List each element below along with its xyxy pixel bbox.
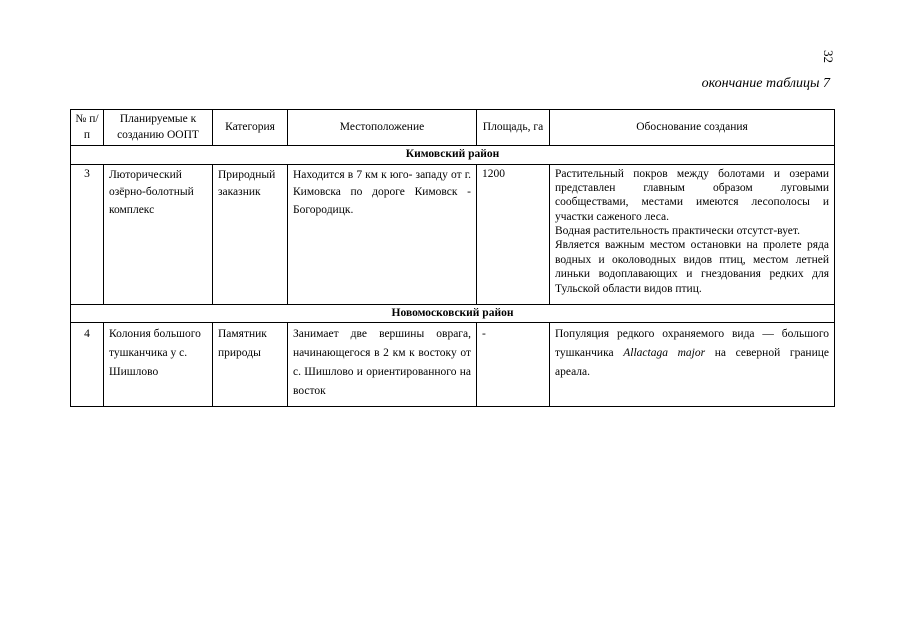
- table-row: [71, 323, 835, 407]
- row-category: Памятник природы: [213, 323, 288, 407]
- section-title: Новомосковский район: [71, 304, 835, 323]
- oopt-table: [70, 109, 835, 407]
- basis-text: на северной границе ареала.: [555, 347, 829, 378]
- row-basis: [550, 323, 835, 407]
- row-name: Колония большого тушканчика у с. Шишлово: [104, 323, 213, 407]
- header-row: [71, 110, 835, 146]
- header-name: Планируемые к созданию ООПТ: [104, 110, 213, 146]
- row-area: -: [477, 323, 550, 407]
- section-title: Кимовский район: [71, 146, 835, 165]
- table-row: [71, 164, 835, 304]
- page-number: 32: [821, 50, 836, 63]
- header-category: Категория: [213, 110, 288, 146]
- header-location: Местоположение: [288, 110, 477, 146]
- header-basis: Обоснование создания: [550, 110, 835, 146]
- row-basis: [550, 164, 835, 304]
- table-caption: окончание таблицы 7: [701, 76, 830, 91]
- header-num: № п/п: [71, 110, 104, 146]
- species-latin-name: Allactaga major: [623, 347, 706, 359]
- row-name: Люторический озёрно-болотный комплекс: [104, 164, 213, 304]
- row-category: Природный заказник: [213, 164, 288, 304]
- basis-paragraph: Растительный покров между болотами и озерами представлен главным образом луговыми сообществами, местами имеются лесополосы и участки саженого леса.: [555, 167, 829, 223]
- header-area: Площадь, га: [477, 110, 550, 146]
- section-row: [71, 304, 835, 323]
- row-num: 4: [71, 323, 104, 407]
- row-location: Находится в 7 км к юго- западу от г. Кимовска по дороге Кимовск - Богородицк.: [288, 164, 477, 304]
- basis-paragraph: Водная растительность практически отсутст-вует.: [555, 225, 800, 238]
- row-location: Занимает две вершины оврага, начинающегося в 2 км к востоку от с. Шишлово и ориентированного на восток: [288, 323, 477, 407]
- section-row: [71, 146, 835, 165]
- row-num: 3: [71, 164, 104, 304]
- row-area: 1200: [477, 164, 550, 304]
- basis-paragraph: Является важным местом остановки на пролете ряда водных и околоводных видов птиц, местом летней линьки водоплавающих и гнездования редких для Тульской области видов птиц.: [555, 239, 829, 295]
- basis-text: Популяция редкого охраняемого вида — большого тушканчика: [555, 328, 829, 359]
